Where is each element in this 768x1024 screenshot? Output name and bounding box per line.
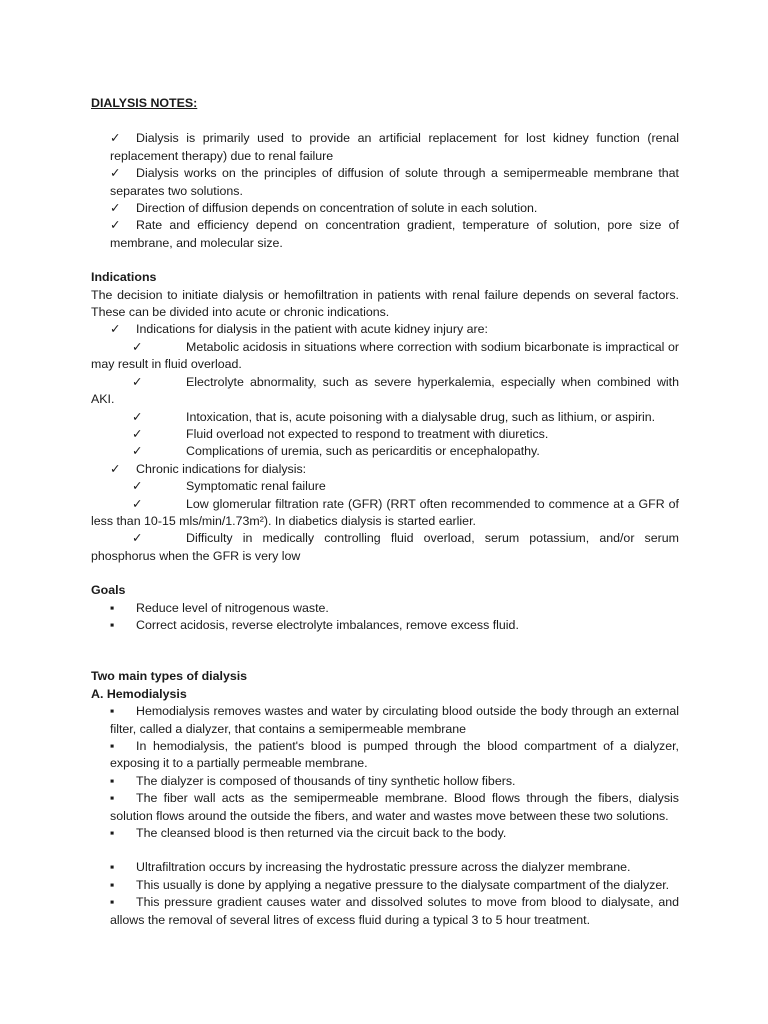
list-item: ✓ Direction of diffusion depends on concentration of solute in each solution. xyxy=(91,200,679,217)
check-icon: ✓ xyxy=(110,131,121,146)
check-icon: ✓ xyxy=(110,166,121,181)
list-item: ✓ Dialysis works on the principles of diffusion of solute through a semipermeable membrane that separates two solutions. xyxy=(110,166,679,198)
document-title: DIALYSIS NOTES: xyxy=(91,96,198,110)
goals-list xyxy=(91,600,679,635)
list-item: ▪ The cleansed blood is then returned via the circuit back to the body. xyxy=(91,825,679,842)
square-bullet-icon: ▪ xyxy=(110,877,115,892)
section-heading-types: Two main types of dialysis xyxy=(91,669,248,684)
square-bullet-icon: ▪ xyxy=(110,791,115,806)
document-page xyxy=(91,95,679,929)
list-item: ▪ Correct acidosis, reverse electrolyte imbalances, remove excess fluid. xyxy=(91,617,679,634)
list-item: ▪ The dialyzer is composed of thousands of tiny synthetic hollow fibers. xyxy=(91,773,679,790)
check-icon: ✓ xyxy=(132,479,143,494)
indications-paragraph: The decision to initiate dialysis or hemofiltration in patients with renal failure depends on several factors. These can be divided into acute or chronic indications. xyxy=(91,287,679,320)
check-icon: ✓ xyxy=(110,201,121,216)
square-bullet-icon: ▪ xyxy=(110,739,115,753)
check-icon: ✓ xyxy=(132,531,143,546)
section-heading-indications: Indications xyxy=(91,270,157,285)
list-item: ✓ Rate and efficiency depend on concentration gradient, temperature of solution, pore size of membrane, and molecular size. xyxy=(110,218,679,250)
list-item: ✓ Intoxication, that is, acute poisoning with a dialysable drug, such as lithium, or aspirin. xyxy=(91,409,679,426)
list-item: ✓ Difficulty in medically controlling fluid overload, serum potassium, and/or serum phosphorus when the GFR is very low xyxy=(91,531,679,563)
check-icon: ✓ xyxy=(132,374,143,389)
list-item: ✓ Low glomerular filtration rate (GFR) (RRT often recommended to commence at a GFR of less than 10-15 mls/min/1.73m²). In diabetics dialysis is started earlier. xyxy=(91,496,679,528)
subsection-heading-hemodialysis: A. Hemodialysis xyxy=(91,686,187,701)
check-icon: ✓ xyxy=(132,444,143,459)
check-icon: ✓ xyxy=(132,426,143,441)
list-item: ✓ Fluid overload not expected to respond to treatment with diuretics. xyxy=(91,426,679,443)
acute-list xyxy=(91,339,679,461)
list-item: ▪ This pressure gradient causes water and dissolved solutes to move from blood to dialysate, and allows the removal of several litres of excess fluid during a typical 3 to 5 hour treatment. xyxy=(110,895,679,927)
list-item: ✓ Complications of uremia, such as pericarditis or encephalopathy. xyxy=(91,443,679,460)
check-icon: ✓ xyxy=(110,322,121,337)
check-icon: ✓ xyxy=(110,218,121,233)
list-item: ▪ Hemodialysis removes wastes and water by circulating blood outside the body through an external filter, called a dialyzer, that contains a semipermeable membrane xyxy=(110,704,679,736)
hemodialysis-list xyxy=(91,703,679,842)
chronic-list xyxy=(91,478,679,565)
square-bullet-icon: ▪ xyxy=(110,600,115,615)
check-icon: ✓ xyxy=(132,409,143,424)
square-bullet-icon: ▪ xyxy=(110,826,115,841)
acute-indications-heading: ✓ Indications for dialysis in the patient with acute kidney injury are: xyxy=(91,321,679,338)
list-item: ✓ Dialysis is primarily used to provide an artificial replacement for lost kidney function (renal replacement therapy) due to renal failure xyxy=(110,131,679,163)
square-bullet-icon: ▪ xyxy=(110,704,115,719)
square-bullet-icon: ▪ xyxy=(110,895,115,910)
list-item: ✓ Metabolic acidosis in situations where correction with sodium bicarbonate is impractical or may result in fluid overload. xyxy=(91,339,679,372)
list-item: ▪ Ultrafiltration occurs by increasing the hydrostatic pressure across the dialyzer membrane. xyxy=(91,859,679,876)
square-bullet-icon: ▪ xyxy=(110,617,115,632)
square-bullet-icon: ▪ xyxy=(110,860,115,875)
list-item: ▪ In hemodialysis, the patient's blood is pumped through the blood compartment of a dialyzer, exposing it to a partially permeable membrane. xyxy=(110,739,679,771)
list-item: ▪ The fiber wall acts as the semipermeable membrane. Blood flows through the fibers, dialysis solution flows around the outside the fibers, and water and wastes move between these two solutions. xyxy=(110,791,679,823)
square-bullet-icon: ▪ xyxy=(110,773,115,788)
list-item: ▪ This usually is done by applying a negative pressure to the dialysate compartment of the dialyzer. xyxy=(91,877,679,894)
check-icon: ✓ xyxy=(132,496,143,511)
section-heading-goals: Goals xyxy=(91,583,126,598)
check-icon: ✓ xyxy=(110,461,121,476)
chronic-indications-heading: ✓ Chronic indications for dialysis: xyxy=(91,461,679,478)
intro-list xyxy=(91,130,679,252)
ultrafiltration-list xyxy=(91,859,679,929)
list-item: ▪ Reduce level of nitrogenous waste. xyxy=(91,600,679,617)
check-icon: ✓ xyxy=(132,339,143,354)
list-item: ✓ Electrolyte abnormality, such as severe hyperkalemia, especially when combined with AKI. xyxy=(91,374,679,407)
list-item: ✓ Symptomatic renal failure xyxy=(91,478,679,495)
